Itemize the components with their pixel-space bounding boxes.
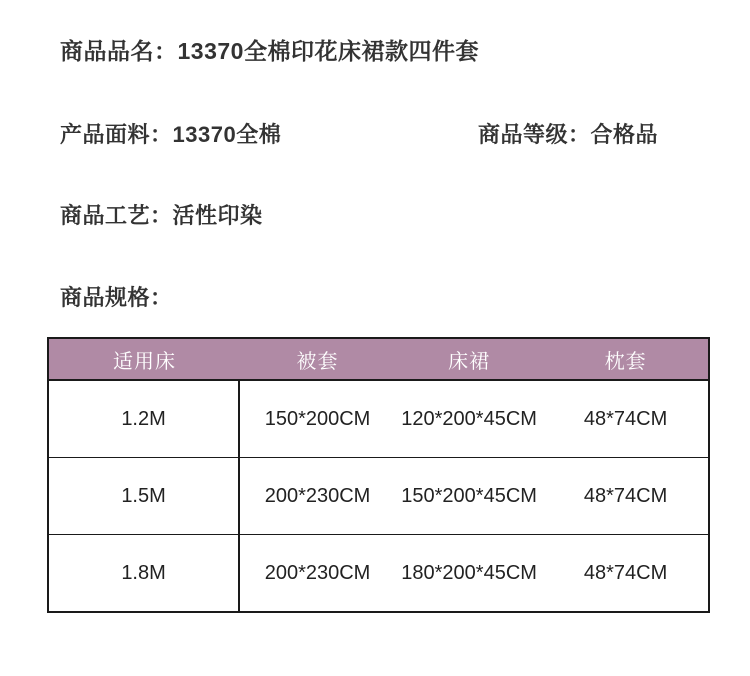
product-name-value: 13370全棉印花床裙款四件套 (177, 38, 479, 64)
table-row (49, 458, 708, 535)
cell-bed-skirt: 180*200*45CM (401, 561, 537, 584)
header-cell-bed-size: 适用床 (113, 350, 177, 373)
product-fabric-label: 产品面料： (60, 122, 173, 147)
spec-heading (60, 281, 173, 312)
product-grade-line (478, 118, 658, 149)
header-cell-bed-skirt: 床裙 (448, 350, 491, 373)
table-row (49, 381, 708, 458)
cell-pillowcase: 48*74CM (583, 407, 668, 430)
cell-bed-size: 1.5M (49, 458, 240, 534)
product-grade-value: 合格品 (590, 122, 659, 147)
cell-bed-size: 1.2M (49, 381, 240, 457)
cell-bed-skirt: 120*200*45CM (401, 407, 537, 430)
product-fabric-value: 13370全棉 (172, 122, 282, 147)
cell-duvet-cover: 200*230CM (264, 561, 371, 584)
cell-pillowcase: 48*74CM (583, 561, 668, 584)
spec-table (47, 337, 710, 613)
cell-bed-skirt: 150*200*45CM (401, 484, 537, 507)
cell-bed-size: 1.8M (49, 535, 240, 611)
product-name-line (60, 33, 479, 66)
spec-heading-label: 商品规格： (60, 285, 173, 310)
header-cell-duvet-cover: 被套 (296, 350, 339, 373)
cell-duvet-cover: 200*230CM (264, 484, 371, 507)
product-name-label: 商品品名： (60, 38, 178, 64)
table-row (49, 535, 708, 611)
product-craft-line (60, 199, 263, 230)
header-cell-pillowcase: 枕套 (604, 350, 647, 373)
product-craft-label: 商品工艺： (60, 203, 173, 228)
spec-table-header-row (49, 339, 708, 381)
cell-pillowcase: 48*74CM (583, 484, 668, 507)
product-fabric-line (60, 118, 281, 149)
cell-duvet-cover: 150*200CM (264, 407, 371, 430)
product-grade-label: 商品等级： (478, 122, 591, 147)
product-craft-value: 活性印染 (172, 203, 263, 228)
